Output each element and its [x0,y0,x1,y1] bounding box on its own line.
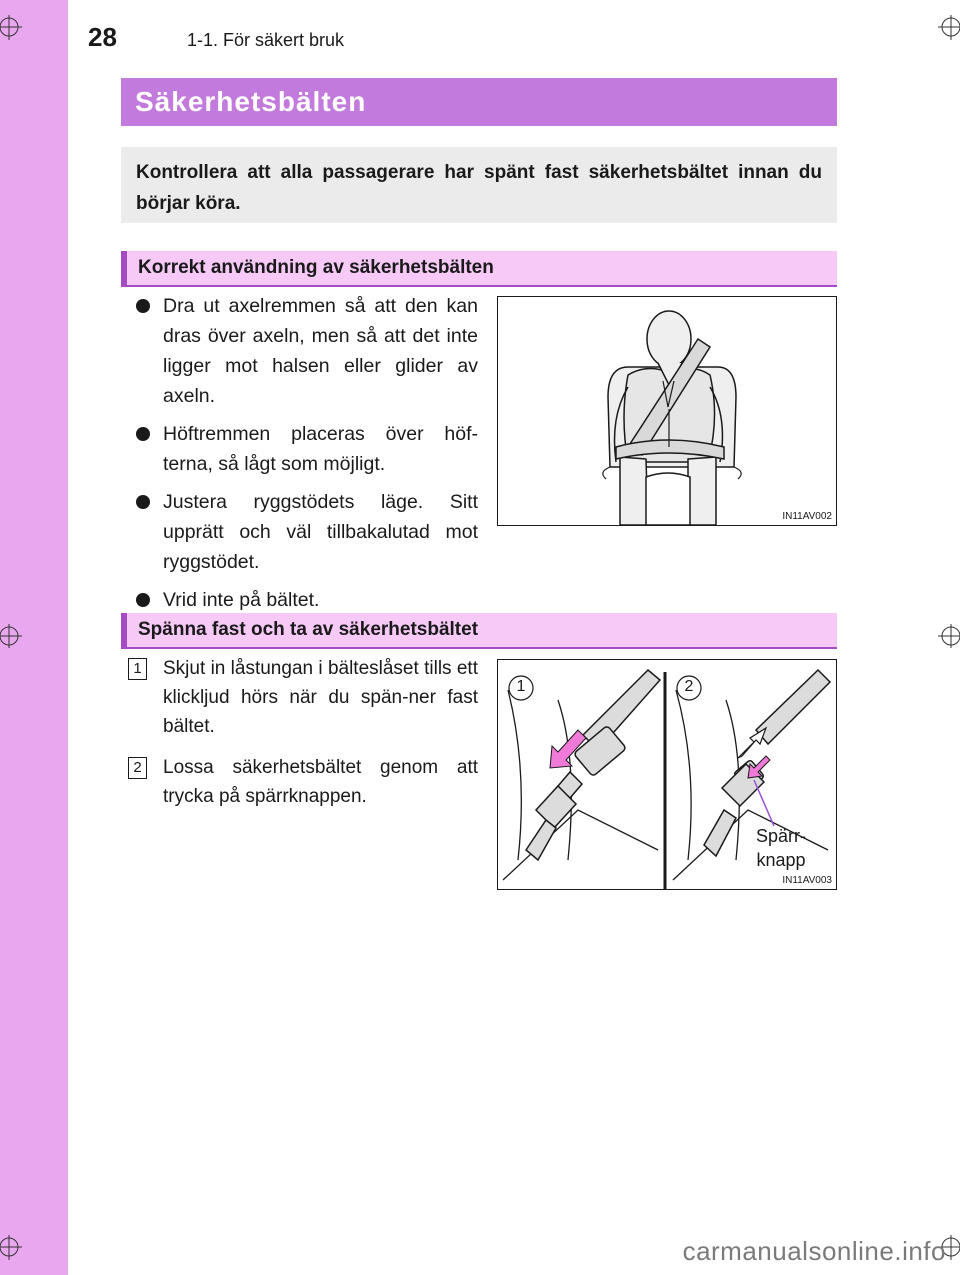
step-text: Skjut in låstungan i bälteslåset tills ett klickljud hörs när du spän-ner fast bältet. [163,658,478,737]
section-heading-fasten [121,613,837,649]
step-number: 2 [128,757,147,779]
page-title: Säkerhetsbälten [135,86,367,117]
release-button-callout: Spärr- knapp [755,826,806,870]
bullet-icon [136,495,150,509]
seated-person-illustration [498,297,836,525]
section-heading-fasten-text: Spänna fast och ta av säkerhetsbältet [138,619,479,640]
step-item [121,753,478,811]
intro-text: Kontrollera att alla passagerare har spänt fast säkerhetsbältet innan du börjar köra. [136,162,822,214]
figure-code: IN11AV003 [782,875,832,886]
list-item: Vrid inte på bältet. [121,585,478,615]
list-item: Dra ut axelremmen så att den kan dras över axeln, men så att det inte ligger mot halsen eller glider av axeln. [121,291,478,411]
panel-2-label: 2 [684,678,694,695]
section-heading-usage-text: Korrekt användning av säkerhetsbälten [138,257,494,278]
panel-1-label: 1 [516,678,526,695]
step-item [121,654,478,741]
section-header: 1-1. För säkert bruk [187,30,345,50]
bullet-icon [136,593,150,607]
buckle-figure [497,659,837,890]
step-text: Lossa säkerhetsbältet genom att trycka på spärrknappen. [163,757,478,807]
page-number: 28 [88,22,117,52]
list-item: Höftremmen placeras över höf-terna, så lågt som möjligt. [121,419,478,479]
fasten-step-list [121,654,478,823]
watermark-text: carmanualsonline.info [682,1236,946,1266]
seated-person-figure [497,296,837,526]
bullet-icon [136,427,150,441]
bullet-icon [136,299,150,313]
title-bar [121,78,837,126]
step-number: 1 [128,658,147,680]
section-heading-usage [121,251,837,287]
intro-box [121,147,837,223]
usage-bullet-list [121,291,478,623]
list-item: Justera ryggstödets läge. Sitt upprätt och väl tillbakalutad mot ryggstödet. [121,487,478,577]
figure-code: IN11AV002 [782,511,832,522]
